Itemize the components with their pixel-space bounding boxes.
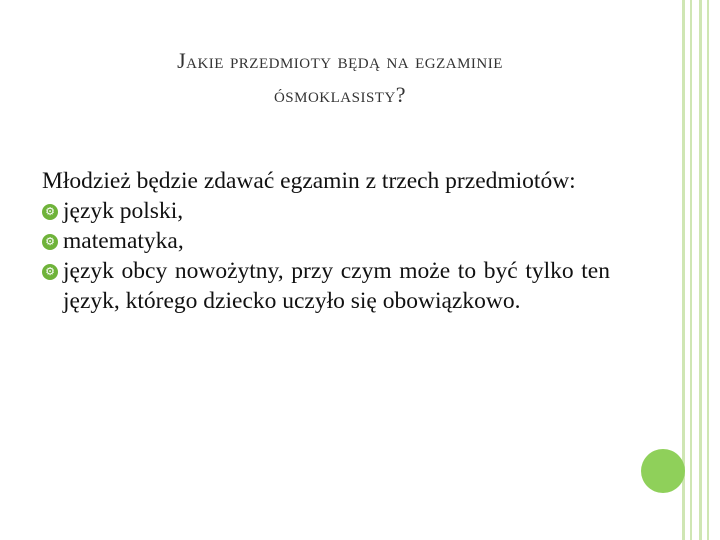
bullet-text: matematyka,	[63, 228, 184, 254]
bullet-item	[42, 256, 610, 316]
gear-bullet-icon: ⚙	[42, 204, 58, 220]
slide-content	[42, 166, 610, 316]
slide-title-line1: Jakie przedmioty będą na egzaminie	[177, 48, 503, 73]
intro-text: Młodzież będzie zdawać egzamin z trzech przedmiotów:	[42, 168, 576, 194]
bullet-text: język polski,	[63, 198, 184, 224]
decorative-rail	[682, 0, 685, 540]
bullet-list	[42, 196, 610, 316]
decorative-circle	[641, 449, 685, 493]
bullet-item	[42, 226, 610, 256]
decorative-rail	[699, 0, 702, 540]
gear-bullet-icon: ⚙	[42, 264, 58, 280]
decorative-rail	[690, 0, 692, 540]
bullet-item	[42, 196, 610, 226]
decorative-rail	[707, 0, 709, 540]
slide-title	[60, 44, 620, 112]
slide-title-line2: ósmoklasisty?	[273, 82, 407, 107]
bullet-text: język obcy nowożytny, przy czym może to być tylko ten język, którego dziecko uczyło się obowiązkowo.	[63, 258, 610, 314]
gear-bullet-icon: ⚙	[42, 234, 58, 250]
